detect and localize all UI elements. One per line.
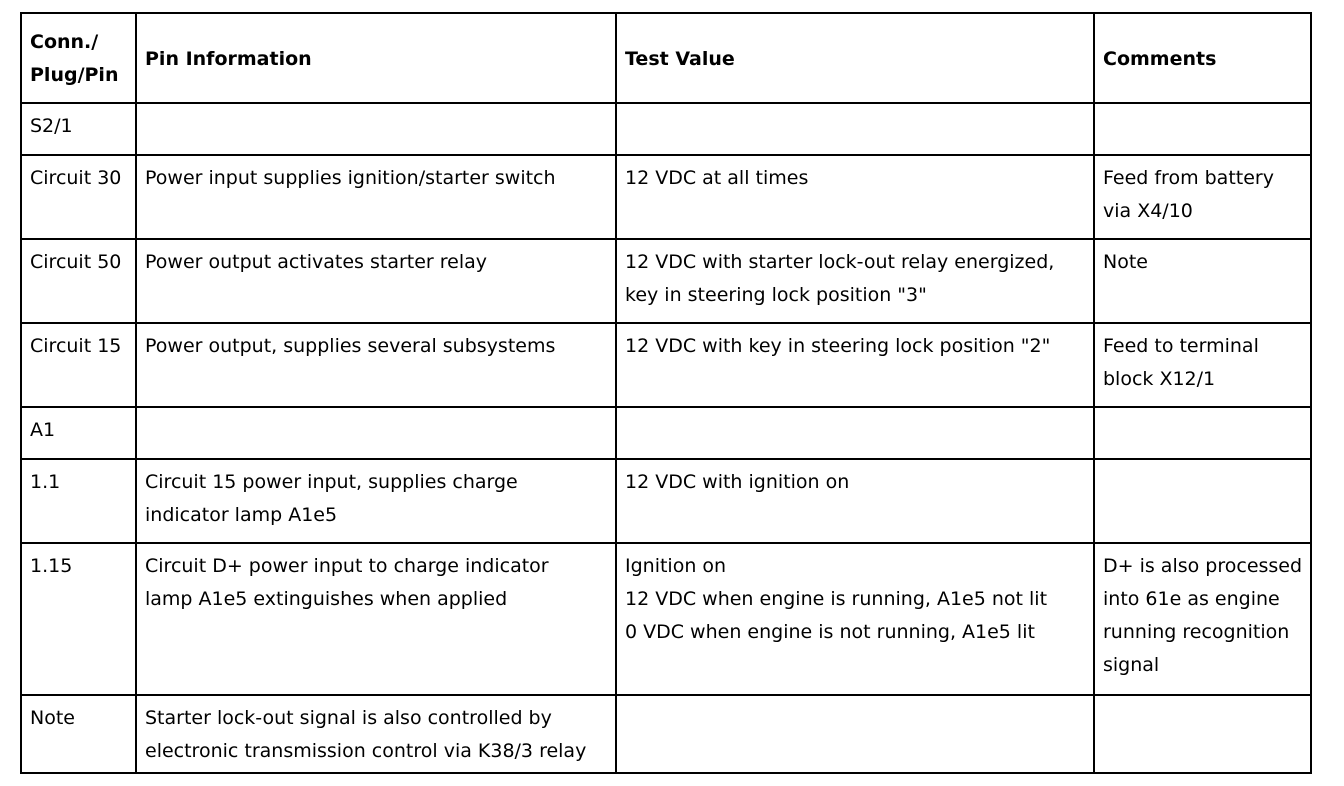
cell-comments: Feed from battery via X4/10 xyxy=(1094,155,1311,239)
cell-test-value: 12 VDC with key in steering lock position "2" xyxy=(616,323,1094,407)
table-row xyxy=(21,459,1311,543)
cell-test-value: 12 VDC with starter lock-out relay energized, key in steering lock position "3" xyxy=(616,239,1094,323)
table-header-row xyxy=(21,13,1311,103)
header-test-value: Test Value xyxy=(616,13,1094,103)
table-row xyxy=(21,407,1311,459)
cell-conn: Circuit 15 xyxy=(21,323,136,407)
cell-conn: 1.15 xyxy=(21,543,136,695)
cell-pin-info xyxy=(136,407,616,459)
cell-test-value: Ignition on 12 VDC when engine is running, A1e5 not lit 0 VDC when engine is not running, A1e5 lit xyxy=(616,543,1094,695)
table-row xyxy=(21,323,1311,407)
cell-pin-info: Circuit 15 power input, supplies charge indicator lamp A1e5 xyxy=(136,459,616,543)
cell-comments: D+ is also processed into 61e as engine running recognition signal xyxy=(1094,543,1311,695)
cell-conn: 1.1 xyxy=(21,459,136,543)
cell-conn: Circuit 50 xyxy=(21,239,136,323)
cell-comments xyxy=(1094,695,1311,773)
cell-pin-info: Power output activates starter relay xyxy=(136,239,616,323)
cell-conn: Circuit 30 xyxy=(21,155,136,239)
cell-comments: Feed to terminal block X12/1 xyxy=(1094,323,1311,407)
pin-information-table xyxy=(20,12,1312,774)
cell-conn: A1 xyxy=(21,407,136,459)
cell-comments xyxy=(1094,103,1311,155)
table-row xyxy=(21,155,1311,239)
cell-conn: S2/1 xyxy=(21,103,136,155)
cell-test-value xyxy=(616,103,1094,155)
table-row xyxy=(21,239,1311,323)
cell-test-value xyxy=(616,695,1094,773)
table-row xyxy=(21,695,1311,773)
cell-comments xyxy=(1094,407,1311,459)
cell-comments: Note xyxy=(1094,239,1311,323)
cell-pin-info: Starter lock-out signal is also controlled by electronic transmission control via K38/3 relay xyxy=(136,695,616,773)
header-conn-plug-pin: Conn./ Plug/Pin xyxy=(21,13,136,103)
cell-pin-info: Power input supplies ignition/starter switch xyxy=(136,155,616,239)
cell-comments xyxy=(1094,459,1311,543)
cell-test-value xyxy=(616,407,1094,459)
cell-pin-info xyxy=(136,103,616,155)
cell-conn: Note xyxy=(21,695,136,773)
table-row xyxy=(21,543,1311,695)
table-row xyxy=(21,103,1311,155)
cell-pin-info: Power output, supplies several subsystems xyxy=(136,323,616,407)
cell-test-value: 12 VDC at all times xyxy=(616,155,1094,239)
header-pin-information: Pin Information xyxy=(136,13,616,103)
header-comments: Comments xyxy=(1094,13,1311,103)
cell-pin-info: Circuit D+ power input to charge indicator lamp A1e5 extinguishes when applied xyxy=(136,543,616,695)
cell-test-value: 12 VDC with ignition on xyxy=(616,459,1094,543)
